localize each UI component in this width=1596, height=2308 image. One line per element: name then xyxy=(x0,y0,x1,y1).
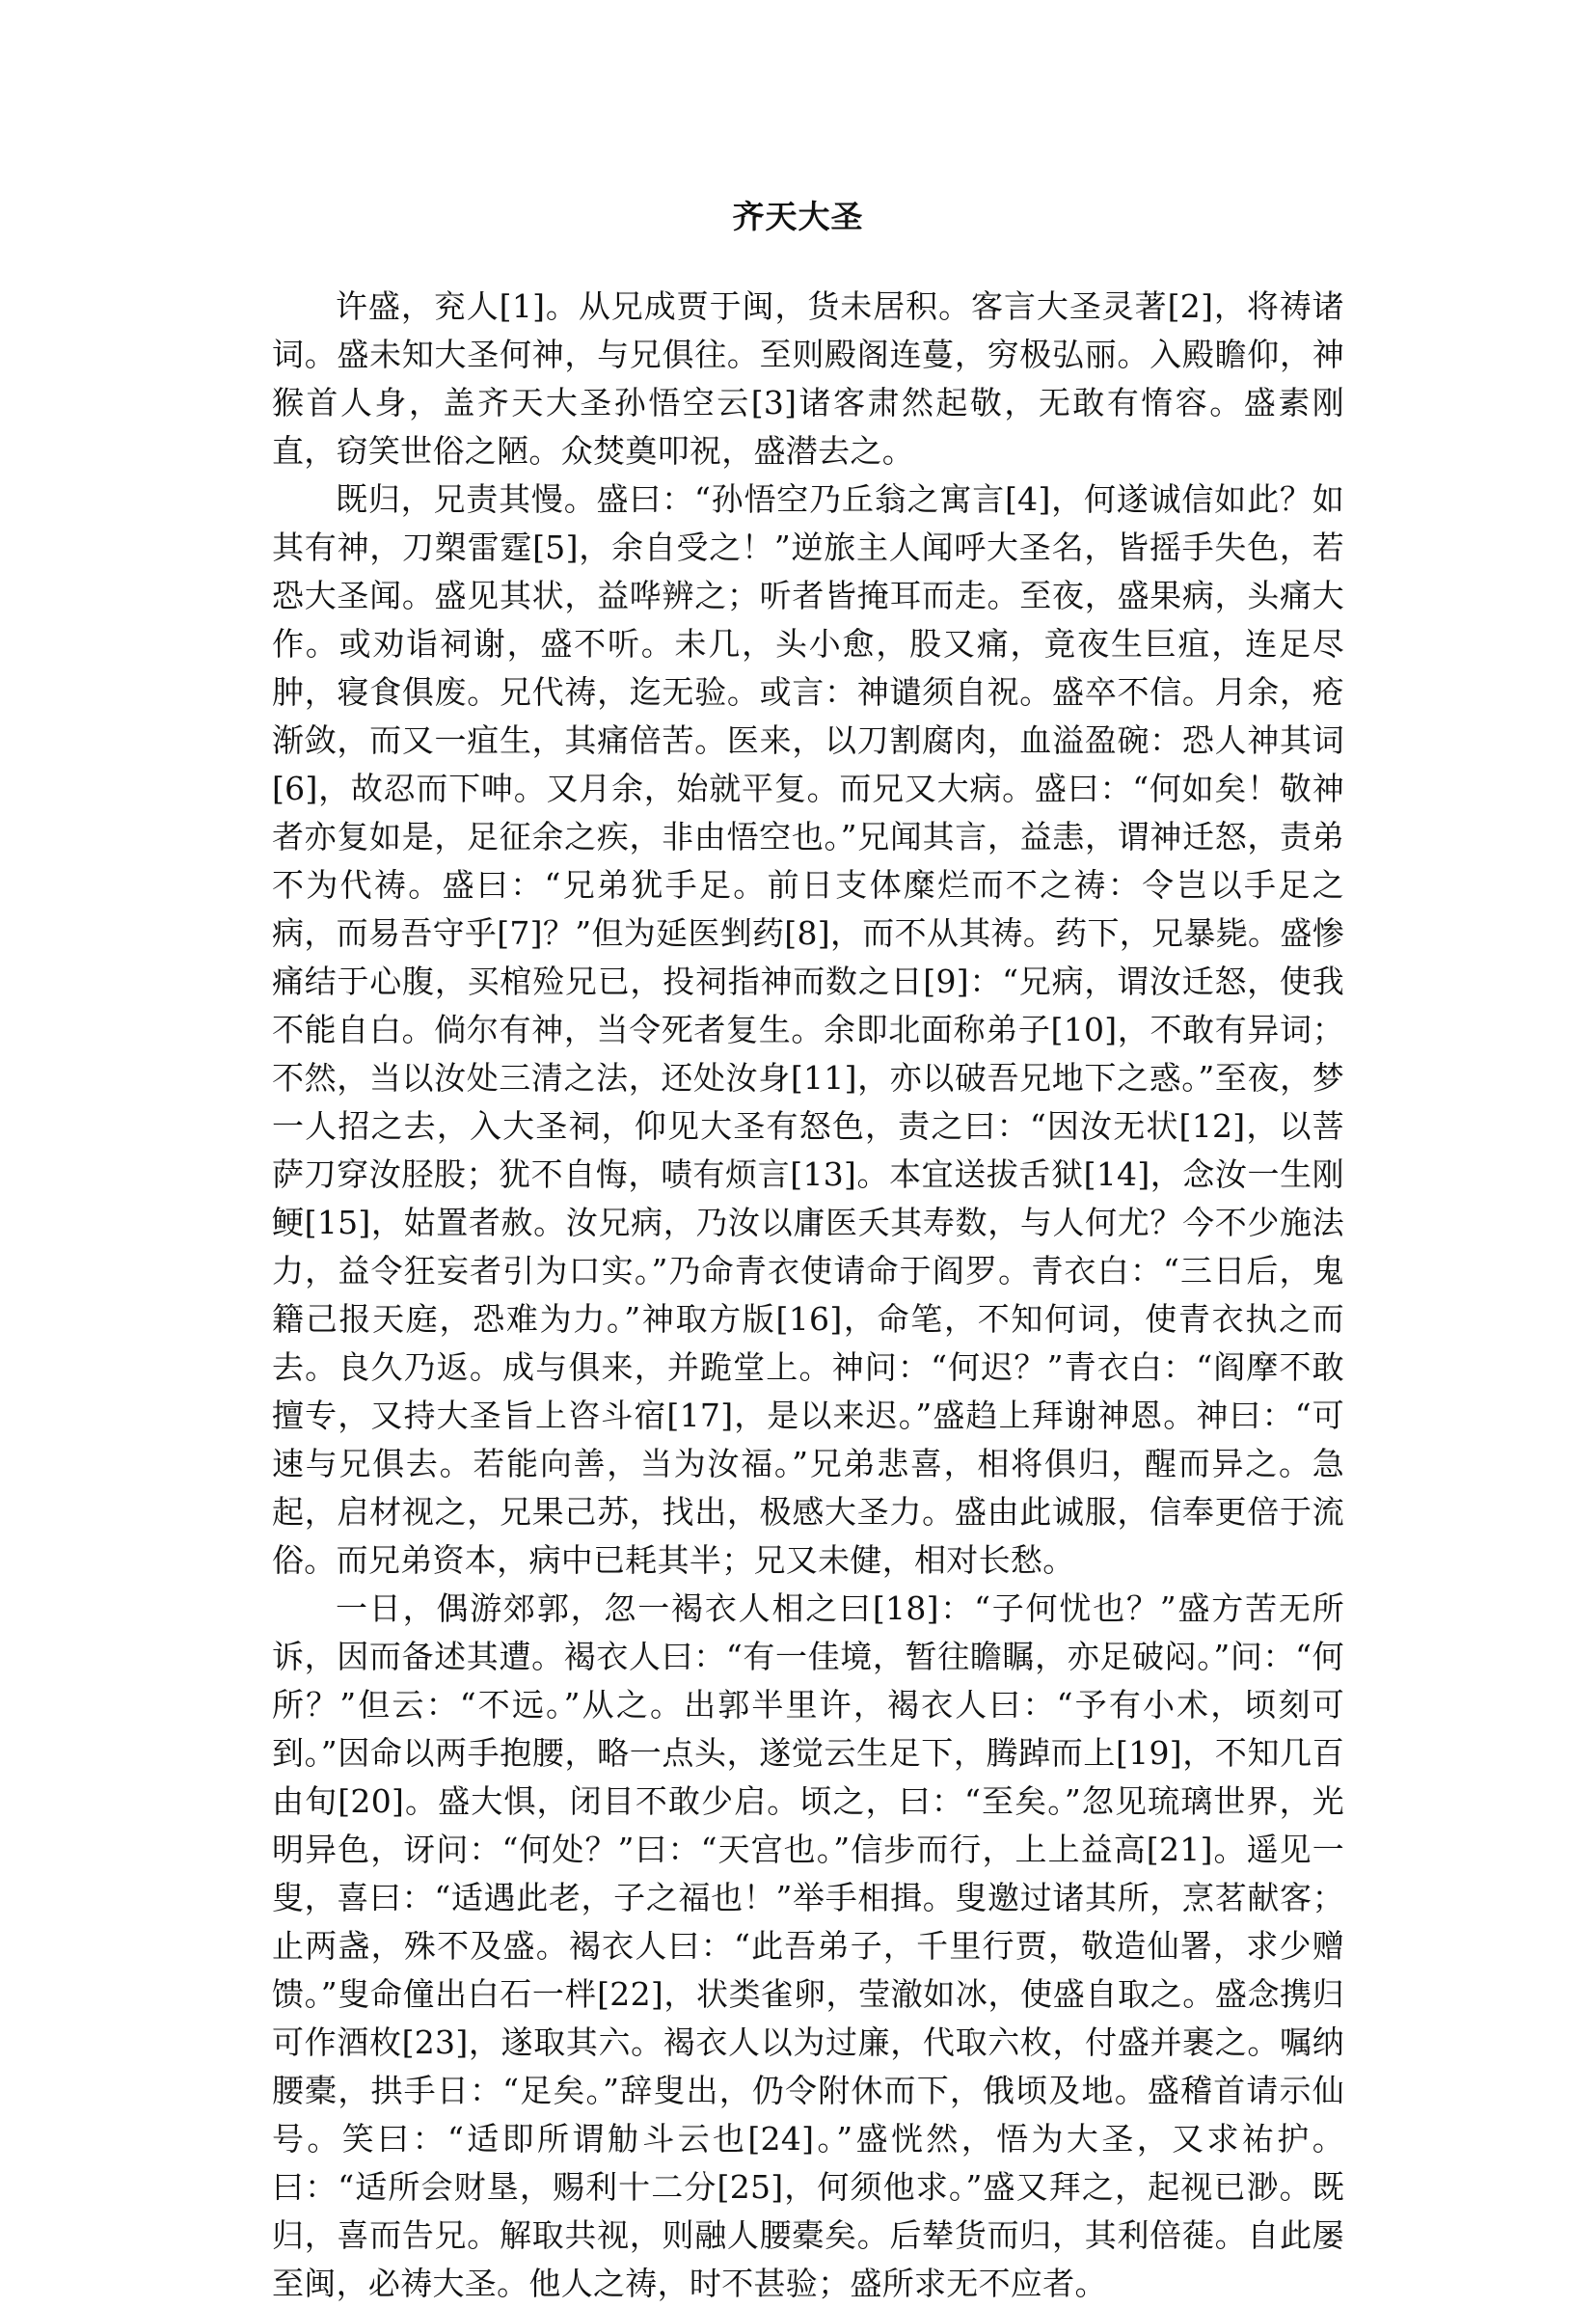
paragraph-3: 一日，偶游郊郭，忽一褐衣人相之曰[18]：“子何忧也？”盛方苦无所诉，因而备述其遭。褐衣人曰：“有一佳境，暂往瞻瞩，亦足破闷。”问：“何所？”但云：“不远。”从之。出郭半里许，褐衣人曰：“予有小术，顷刻可到。”因命以两手抱腰，略一点头，遂觉云生足下，腾踔而上[19]，不知几百由旬[20]。盛大惧，闭目不敢少启。顷之，曰：“至矣。”忽见琉璃世界，光明异色，讶问：“何处？”曰：“天宫也。”信步而行，上上益高[21]。遥见一叟，喜曰：“适遇此老，子之福也！”举手相揖。叟邀过诸其所，烹茗献客；止两盏，殊不及盛。褐衣人曰：“此吾弟子，千里行贾，敬造仙署，求少赠馈。”叟命僮出白石一柈[22]，状类雀卵，莹澈如冰，使盛自取之。盛念携归可作酒枚[23]，遂取其六。褐衣人以为过廉，代取六枚，付盛并裹之。嘱纳腰橐，拱手日：“足矣。”辞叟出，仍令附休而下，俄顷及地。盛稽首请示仙号。笑曰：“适即所谓觔斗云也[24]。”盛恍然，悟为大圣，又求祐护。曰：“适所会财垦，赐利十二分[25]，何须他求。”盛又拜之，起视已渺。既归，喜而告兄。解取共视，则融人腰橐矣。后辇货而归，其利倍蓰。自此屡至闽，必祷大圣。他人之祷，时不甚验；盛所求无不应者。 xyxy=(272,1589,1344,2302)
paragraph-1: 许盛，兖人[1]。从兄成贾于闽，货未居积。客言大圣灵著[2]，将祷诸词。盛未知大圣何神，与兄俱往。至则殿阁连蔓，穷极弘丽。入殿瞻仰，神猴首人身，盖齐天大圣孙悟空云[3]诸客肃然起敬，无敢有惰容。盛素刚直，窃笑世俗之陋。众焚奠叩祝，盛潜去之。 xyxy=(272,287,1344,470)
document-body xyxy=(272,283,1344,2308)
document-title: 齐天大圣 xyxy=(732,198,864,235)
paragraph-2: 既归，兄责其慢。盛曰：“孙悟空乃丘翁之寓言[4]，何遂诚信如此？如其有神，刀槊雷霆[5]，余自受之！”逆旅主人闻呼大圣名，皆摇手失色，若恐大圣闻。盛见其状，益哗辨之；听者皆掩耳而走。至夜，盛果病，头痛大作。或劝诣祠谢，盛不听。未几，头小愈，股又痛，竟夜生巨疽，连足尽肿，寝食俱废。兄代祷，迄无验。或言：神谴须自祝。盛卒不信。月余，疮渐敛，而又一疽生，其痛倍苦。医来，以刀割腐肉，血溢盈碗：恐人神其词[6]，故忍而下呻。又月余，始就平复。而兄又大病。盛曰：“何如矣！敬神者亦复如是，足征余之疾，非由悟空也。”兄闻其言，益恚，谓神迁怒，责弟不为代祷。盛曰：“兄弟犹手足。前日支体糜烂而不之祷：令岂以手足之病，而易吾守乎[7]？”但为延医剉药[8]，而不从其祷。药下，兄暴毙。盛惨痛结于心腹，买棺殓兄已，投祠指神而数之日[9]：“兄病，谓汝迁怒，使我不能自白。倘尔有神，当令死者复生。余即北面称弟子[10]，不敢有异词；不然，当以汝处三清之法，还处汝身[11]，亦以破吾兄地下之惑。”至夜，梦一人招之去，入大圣祠，仰见大圣有怒色，责之曰：“因汝无状[12]，以菩萨刀穿汝胫股；犹不自悔，啧有烦言[13]。本宜送拔舌狱[14]，念汝一生刚鲠[15]，姑置者赦。汝兄病，乃汝以庸医夭其寿数，与人何尤？今不少施法力，益令狂妄者引为口实。”乃命青衣使请命于阎罗。青衣白：“三日后，鬼籍己报天庭，恐难为力。”神取方版[16]，命笔，不知何词，使青衣执之而去。良久乃返。成与俱来，并跪堂上。神问：“何迟？”青衣白：“阎摩不敢擅专，又持大圣旨上咨斗宿[17]，是以来迟。”盛趋上拜谢神恩。神曰：“可速与兄俱去。若能向善，当为汝福。”兄弟悲喜，相将俱归，醒而异之。急起，启材视之，兄果己苏，找出，极感大圣力。盛由此诚服，信奉更倍于流俗。而兄弟资本，病中已耗其半；兄又未健，相对长愁。 xyxy=(272,480,1344,1579)
